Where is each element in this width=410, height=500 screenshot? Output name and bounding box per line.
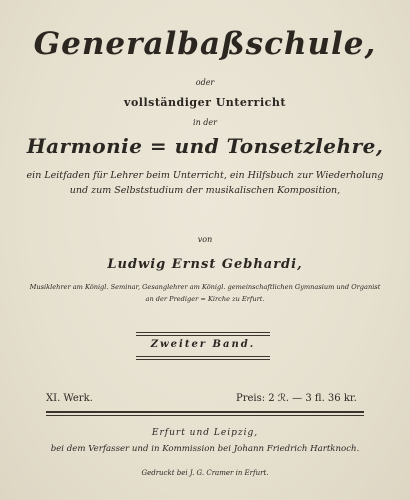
author-bio-line-1: Musiklehrer am Königl. Seminar, Gesanglehrer am Königl. gemeinschaftlichen Gymnasium und Organist [29,283,381,291]
author-bio-line-2: an der Prediger = Kirche zu Erfurt. [145,295,265,303]
volume-label: Zweiter Band. [150,339,256,350]
description-line-2: und zum Selbststudium der musikalischen Komposition, [69,185,341,196]
price: Preis: 2 ℛ. — 3 fl. 36 kr. [236,393,357,404]
author-name: Ludwig Ernst Gebhardi, [107,257,303,272]
description-line-1: ein Leitfaden für Lehrer beim Unterricht, ein Hilfsbuch zur Wiederholung [26,170,384,181]
subject-heading: Harmonie = und Tonsetzlehre, [26,134,384,158]
subtitle: vollständiger Unterricht [124,96,286,109]
divider-thin [46,415,364,416]
printer: Gedruckt bei J. G. Cramer in Erfurt. [141,469,269,477]
preposition-von: von [197,235,213,244]
preposition-in-der: in der [193,118,217,127]
place-of-publication: Erfurt und Leipzig, [151,428,259,438]
divider-thick [46,411,364,413]
publisher: bei dem Verfasser und in Kommission bei Johann Friedrich Hartknoch. [50,444,360,454]
volume-box [136,335,270,357]
conjunction-oder: oder [195,78,215,87]
work-number: XI. Werk. [46,393,93,404]
book-title: Generalbaßschule, [33,26,377,62]
